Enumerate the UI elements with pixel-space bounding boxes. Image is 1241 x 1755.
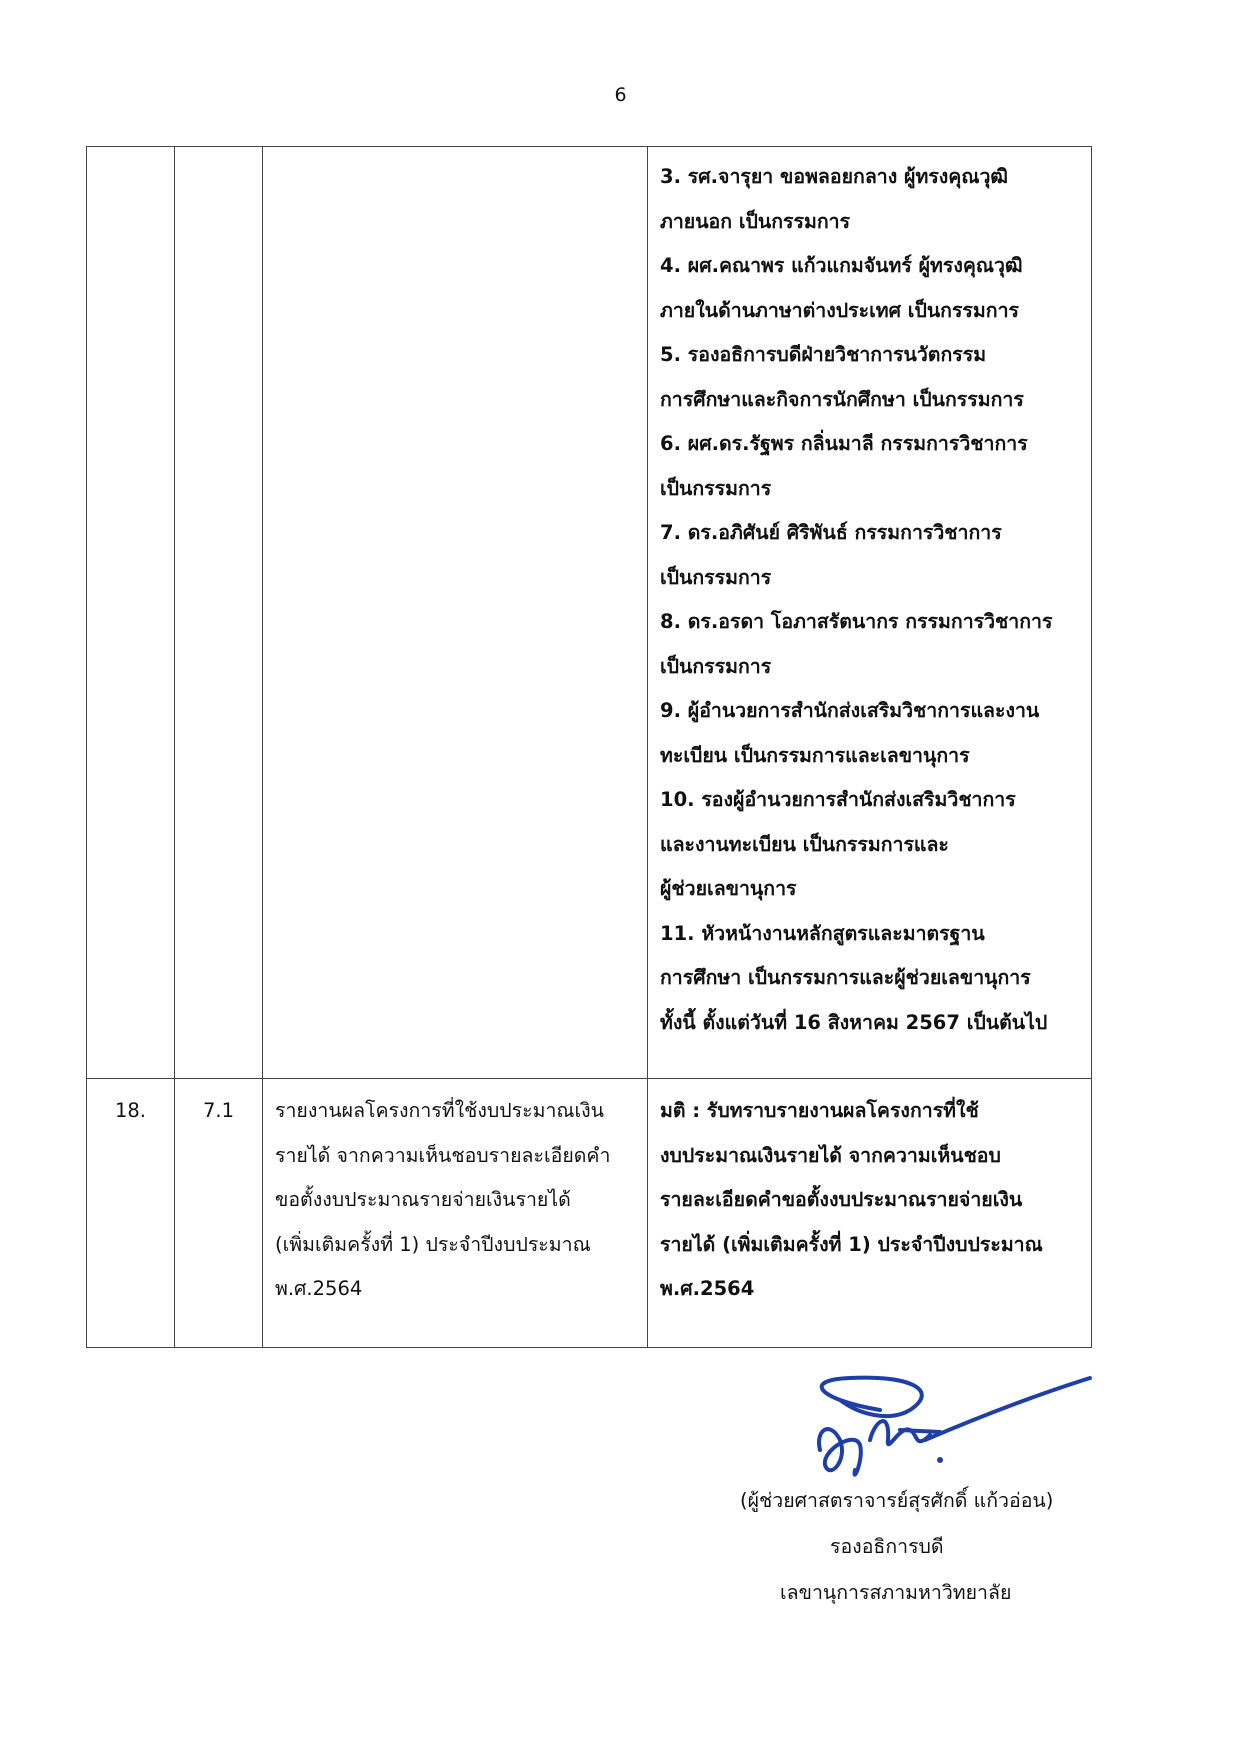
signatory-name: (ผู้ช่วยศาสตราจารย์สุรศักดิ์ แก้วอ่อน) bbox=[740, 1489, 1054, 1512]
topic-line: (เพิ่มเติมครั้งที่ 1) ประจำปีงบประมาณ bbox=[275, 1232, 591, 1256]
topic-line: ขอตั้งงบประมาณรายจ่ายเงินรายได้ bbox=[275, 1188, 571, 1211]
topic-line: รายงานผลโครงการที่ใช้งบประมาณเงิน bbox=[275, 1099, 605, 1122]
signature-stroke bbox=[822, 1378, 922, 1416]
signature-dot bbox=[937, 1457, 943, 1463]
cell-topic bbox=[263, 1079, 648, 1348]
cell-agenda-empty bbox=[175, 147, 263, 1079]
resolution-line: 3. รศ.จารุยา ขอพลอยกลาง ผู้ทรงคุณวุฒิ bbox=[660, 165, 1009, 188]
resolution-line: ทะเบียน เป็นกรรมการและเลขานุการ bbox=[660, 743, 970, 767]
signature-stroke bbox=[900, 1430, 940, 1432]
resolution-line: 5. รองอธิการบดีฝ่ายวิชาการนวัตกรรม bbox=[660, 343, 987, 366]
cell-agenda bbox=[175, 1079, 263, 1348]
table-row-18 bbox=[87, 1079, 1092, 1348]
signatory-role: เลขานุการสภามหาวิทยาลัย bbox=[780, 1581, 1012, 1604]
signature-stroke bbox=[819, 1429, 861, 1475]
resolution-line: พ.ศ.2564 bbox=[660, 1277, 755, 1300]
resolution-line: และงานทะเบียน เป็นกรรมการและ bbox=[660, 832, 949, 856]
signatory-position: รองอธิการบดี bbox=[830, 1535, 944, 1558]
resolution-line: 7. ดร.อภิศันย์ ศิริพันธ์ กรรมการวิชาการ bbox=[660, 521, 1002, 544]
item-number: 18. bbox=[114, 1099, 146, 1122]
handwritten-signature bbox=[760, 1370, 1100, 1490]
topic-line: พ.ศ.2564 bbox=[275, 1277, 363, 1300]
resolution-line: ภายในด้านภาษาต่างประเทศ เป็นกรรมการ bbox=[660, 298, 1019, 322]
resolution-line: การศึกษา เป็นกรรมการและผู้ช่วยเลขานุการ bbox=[660, 966, 1031, 989]
resolution-line: การศึกษาและกิจการนักศึกษา เป็นกรรมการ bbox=[660, 387, 1024, 411]
resolution-line: งบประมาณเงินรายได้ จากความเห็นชอบ bbox=[660, 1143, 1001, 1167]
resolution-line: ภายนอก เป็นกรรมการ bbox=[660, 209, 851, 233]
cell-number-empty bbox=[87, 147, 175, 1079]
resolution-line: 9. ผู้อำนวยการสำนักส่งเสริมวิชาการและงาน bbox=[660, 699, 1040, 722]
cell-resolution-continued bbox=[648, 147, 1092, 1079]
resolution-line: ทั้งนี้ ตั้งแต่วันที่ 16 สิงหาคม 2567 เป็นต้นไป bbox=[660, 1010, 1048, 1034]
resolution-line: รายได้ (เพิ่มเติมครั้งที่ 1) ประจำปีงบประมาณ bbox=[660, 1232, 1043, 1256]
resolution-line: มติ : รับทราบรายงานผลโครงการที่ใช้ bbox=[660, 1099, 979, 1122]
table-row-continued bbox=[87, 147, 1092, 1079]
resolution-line: 11. หัวหน้างานหลักสูตรและมาตรฐาน bbox=[660, 921, 985, 945]
cell-number bbox=[87, 1079, 175, 1348]
cell-topic-empty bbox=[263, 147, 648, 1079]
topic-line: รายได้ จากความเห็นชอบรายละเอียดคำ bbox=[275, 1143, 611, 1167]
resolution-line: เป็นกรรมการ bbox=[660, 565, 772, 589]
resolution-line: เป็นกรรมการ bbox=[660, 476, 772, 500]
resolution-line: 6. ผศ.ดร.รัฐพร กลิ่นมาลี กรรมการวิชาการ bbox=[660, 432, 1028, 455]
resolution-line: ผู้ช่วยเลขานุการ bbox=[660, 877, 797, 900]
resolution-line: 4. ผศ.คณาพร แก้วแกมจันทร์ ผู้ทรงคุณวุฒิ bbox=[660, 254, 1023, 277]
resolution-line: 8. ดร.อรดา โอภาสรัตนากร กรรมการวิชาการ bbox=[660, 610, 1053, 633]
resolution-line: 10. รองผู้อำนวยการสำนักส่งเสริมวิชาการ bbox=[660, 788, 1016, 811]
agenda-number: 7.1 bbox=[202, 1099, 234, 1122]
page-number: 6 bbox=[614, 84, 627, 106]
minutes-table bbox=[86, 146, 1092, 1348]
signature-stroke bbox=[925, 1378, 1090, 1440]
resolution-line: รายละเอียดคำขอตั้งงบประมาณรายจ่ายเงิน bbox=[660, 1188, 1023, 1211]
cell-resolution bbox=[648, 1079, 1092, 1348]
resolution-line: เป็นกรรมการ bbox=[660, 654, 772, 678]
